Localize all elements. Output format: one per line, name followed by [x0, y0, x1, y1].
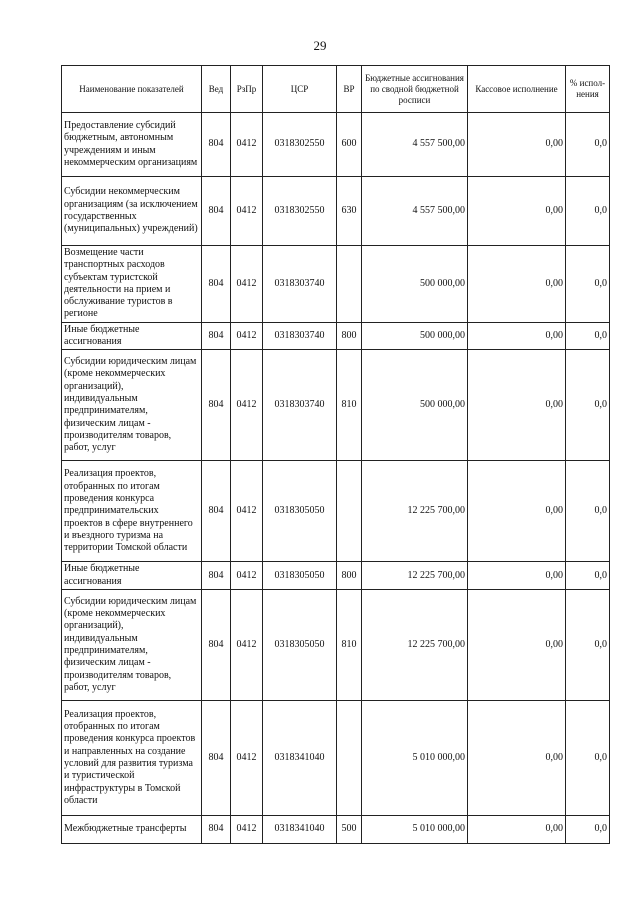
row-csr: 0318305050	[263, 589, 337, 700]
row-name: Иные бюджетные ассигнования	[62, 562, 202, 590]
row-rzpr: 0412	[231, 700, 263, 815]
row-ved: 804	[202, 350, 231, 461]
page-number: 29	[313, 38, 327, 53]
row-vr: 800	[337, 562, 362, 590]
row-vr	[337, 461, 362, 562]
row-ved: 804	[202, 562, 231, 590]
row-budget: 12 225 700,00	[362, 461, 468, 562]
row-name: Предоставление субсидий бюджетным, автономным учреждениям и иным некоммерческим организациям	[62, 113, 202, 177]
table-row	[62, 113, 610, 177]
row-budget: 500 000,00	[362, 246, 468, 323]
row-vr	[337, 700, 362, 815]
row-ved: 804	[202, 700, 231, 815]
row-budget: 4 557 500,00	[362, 177, 468, 246]
row-cash: 0,00	[468, 461, 566, 562]
row-cash: 0,00	[468, 589, 566, 700]
row-cash: 0,00	[468, 815, 566, 843]
table-row	[62, 350, 610, 461]
row-vr	[337, 246, 362, 323]
row-budget: 5 010 000,00	[362, 815, 468, 843]
row-name: Возмещение части транспортных расходов субъектам туристской деятельности на прием и обслуживание туристов в регионе	[62, 246, 202, 323]
budget-execution-table	[61, 65, 610, 844]
header-cash: Кассовое исполнение	[468, 66, 566, 113]
row-budget: 4 557 500,00	[362, 113, 468, 177]
row-vr: 630	[337, 177, 362, 246]
table-row	[62, 246, 610, 323]
row-ved: 804	[202, 461, 231, 562]
row-rzpr: 0412	[231, 562, 263, 590]
row-percent: 0,0	[566, 589, 610, 700]
row-cash: 0,00	[468, 562, 566, 590]
row-name: Реализация проектов, отобранных по итогам проведения конкурса предпринимательских проектов в сфере внутреннего и въездного туризма на территории Томской области	[62, 461, 202, 562]
row-percent: 0,0	[566, 350, 610, 461]
header-vr: ВР	[337, 66, 362, 113]
row-name: Субсидии юридическим лицам (кроме некоммерческих организаций), индивидуальным предпринимателям, физическим лицам - производителям товаров, работ, услуг	[62, 589, 202, 700]
row-name: Межбюджетные трансферты	[62, 815, 202, 843]
row-budget: 12 225 700,00	[362, 562, 468, 590]
row-ved: 804	[202, 177, 231, 246]
row-csr: 0318305050	[263, 461, 337, 562]
table-header-row	[62, 66, 610, 113]
row-percent: 0,0	[566, 246, 610, 323]
row-vr: 600	[337, 113, 362, 177]
row-csr: 0318341040	[263, 700, 337, 815]
table-row	[62, 589, 610, 700]
row-percent: 0,0	[566, 113, 610, 177]
row-rzpr: 0412	[231, 177, 263, 246]
row-name: Иные бюджетные ассигнования	[62, 322, 202, 350]
header-budget: Бюджетные ассигнования по сводной бюджетной росписи	[362, 66, 468, 113]
row-csr: 0318302550	[263, 177, 337, 246]
header-percent: % испол-нения	[566, 66, 610, 113]
row-budget: 500 000,00	[362, 350, 468, 461]
row-cash: 0,00	[468, 246, 566, 323]
row-rzpr: 0412	[231, 350, 263, 461]
table-body	[62, 113, 610, 844]
row-vr: 810	[337, 589, 362, 700]
row-ved: 804	[202, 815, 231, 843]
row-csr: 0318303740	[263, 350, 337, 461]
row-ved: 804	[202, 589, 231, 700]
table-row	[62, 177, 610, 246]
row-rzpr: 0412	[231, 322, 263, 350]
table-row	[62, 461, 610, 562]
row-csr: 0318303740	[263, 322, 337, 350]
row-cash: 0,00	[468, 350, 566, 461]
row-csr: 0318305050	[263, 562, 337, 590]
row-rzpr: 0412	[231, 246, 263, 323]
row-percent: 0,0	[566, 177, 610, 246]
row-budget: 5 010 000,00	[362, 700, 468, 815]
row-rzpr: 0412	[231, 461, 263, 562]
row-ved: 804	[202, 322, 231, 350]
row-rzpr: 0412	[231, 113, 263, 177]
row-percent: 0,0	[566, 815, 610, 843]
row-name: Субсидии некоммерческим организациям (за исключением государственных (муниципальных) учреждений)	[62, 177, 202, 246]
table-row	[62, 322, 610, 350]
row-percent: 0,0	[566, 461, 610, 562]
header-csr: ЦСР	[263, 66, 337, 113]
row-cash: 0,00	[468, 177, 566, 246]
row-name: Субсидии юридическим лицам (кроме некоммерческих организаций), индивидуальным предпринимателям, физическим лицам - производителям товаров, работ, услуг	[62, 350, 202, 461]
row-csr: 0318303740	[263, 246, 337, 323]
table-row	[62, 815, 610, 843]
row-budget: 12 225 700,00	[362, 589, 468, 700]
row-vr: 800	[337, 322, 362, 350]
row-name: Реализация проектов, отобранных по итогам проведения конкурса проектов и направленных на создание условий для развития туризма и туристической инфраструктуры в Томской области	[62, 700, 202, 815]
row-ved: 804	[202, 113, 231, 177]
row-rzpr: 0412	[231, 589, 263, 700]
row-vr: 500	[337, 815, 362, 843]
header-ved: Вед	[202, 66, 231, 113]
table-row	[62, 562, 610, 590]
row-cash: 0,00	[468, 322, 566, 350]
table-row	[62, 700, 610, 815]
row-ved: 804	[202, 246, 231, 323]
row-cash: 0,00	[468, 113, 566, 177]
row-percent: 0,0	[566, 562, 610, 590]
row-csr: 0318341040	[263, 815, 337, 843]
row-cash: 0,00	[468, 700, 566, 815]
row-csr: 0318302550	[263, 113, 337, 177]
row-rzpr: 0412	[231, 815, 263, 843]
row-percent: 0,0	[566, 700, 610, 815]
row-vr: 810	[337, 350, 362, 461]
header-name: Наименование показателей	[62, 66, 202, 113]
row-percent: 0,0	[566, 322, 610, 350]
row-budget: 500 000,00	[362, 322, 468, 350]
header-rzpr: РзПр	[231, 66, 263, 113]
